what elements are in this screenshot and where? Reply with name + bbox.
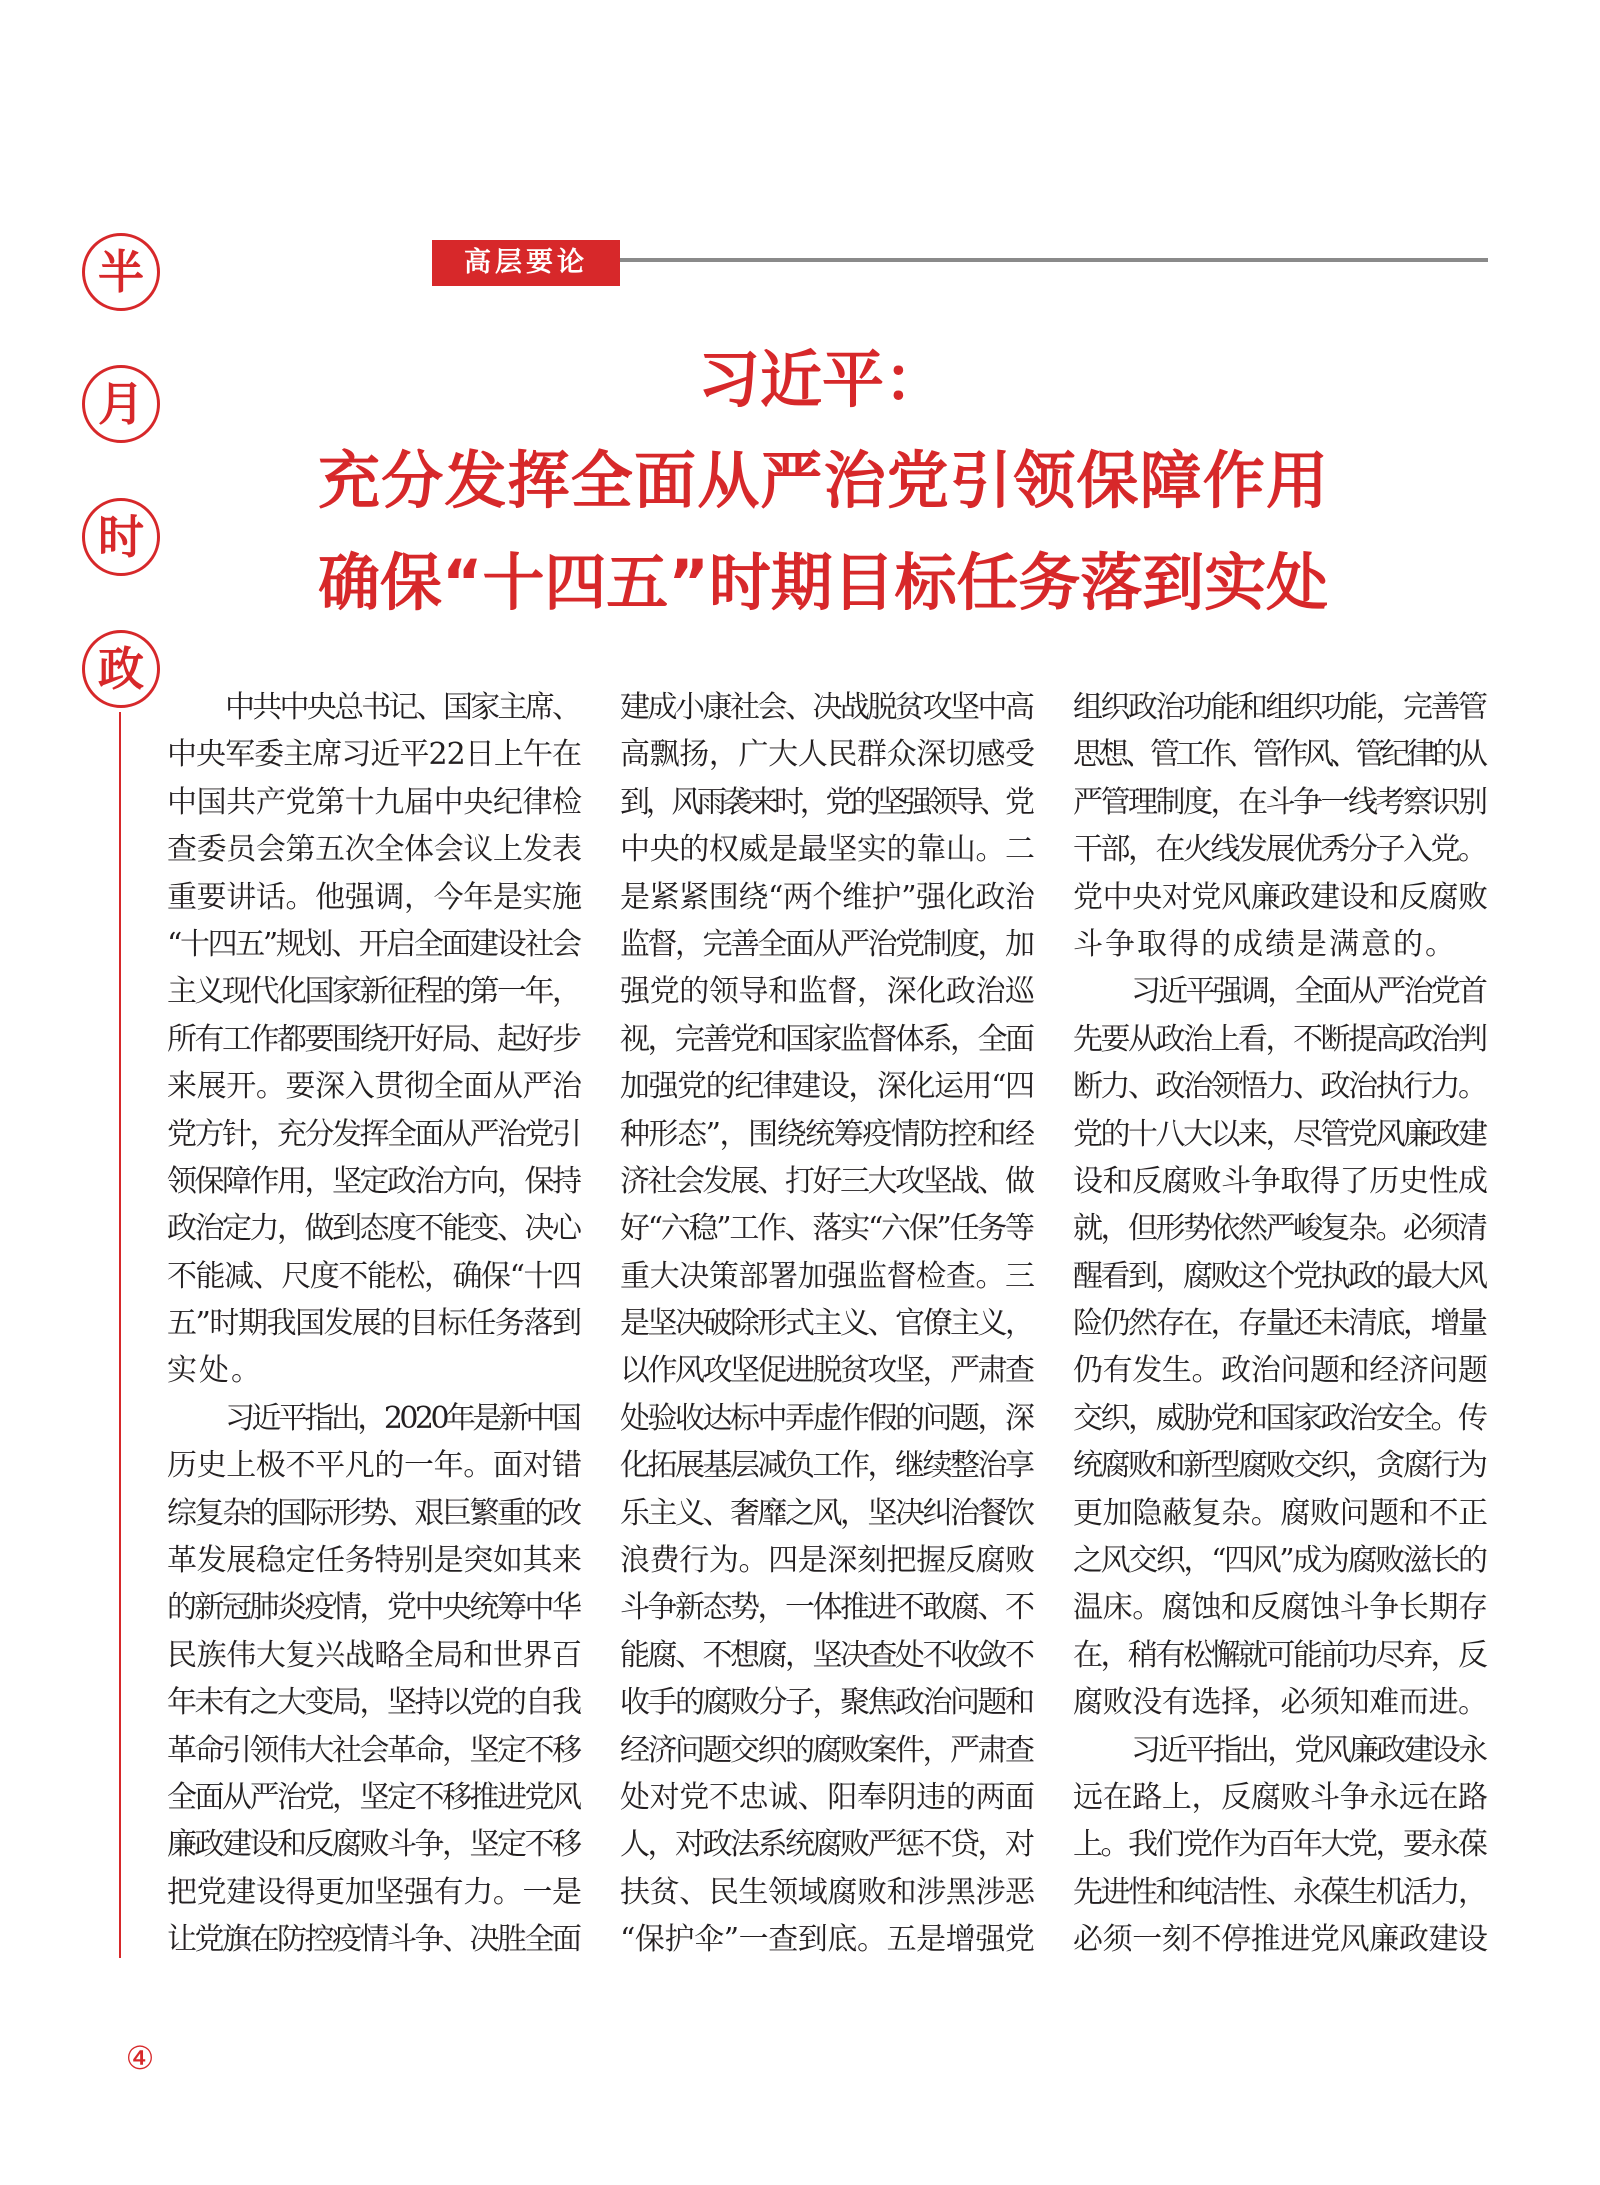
text-line: 把党建设得更加坚强有力。一是 xyxy=(167,1874,582,1910)
text-line: 中共中央总书记、国家主席、 xyxy=(225,690,580,725)
text-line: 化拓展基层减负工作，继续整治享 xyxy=(620,1448,1033,1484)
text-line: 设和反腐败斗争取得了历史性成 xyxy=(1073,1163,1488,1199)
text-line: 让党旗在防控疫情斗争、决胜全面 xyxy=(167,1922,580,1958)
text-line: 先进性和纯洁性、永葆生机活力， xyxy=(1073,1874,1486,1910)
text-line: 组织政治功能和组织功能，完善管 xyxy=(1073,690,1486,725)
text-line: 先要从政治上看，不断提高政治判 xyxy=(1073,1021,1486,1057)
text-line: 实处。 xyxy=(167,1353,263,1389)
text-line: “十四五”规划、开启全面建设社会 xyxy=(167,926,580,962)
text-line: 革发展稳定任务特别是突如其来 xyxy=(167,1543,582,1579)
banner-char-circle: 政 xyxy=(82,630,160,708)
text-line: 党的十八大以来，尽管党风廉政建 xyxy=(1073,1116,1486,1152)
headline-line-3: 确保“十四五”时期目标任务落到实处 xyxy=(318,546,1328,619)
body-column-3 xyxy=(1073,684,1488,1964)
text-line: 干部，在火线发展优秀分子入党。 xyxy=(1073,832,1486,868)
section-rule xyxy=(620,258,1488,262)
text-line: 收手的腐败分子，聚焦政治问题和 xyxy=(620,1685,1033,1721)
headline-line-1: 习近平： xyxy=(697,343,946,416)
text-line: 历史上极不平凡的一年。面对错 xyxy=(167,1448,582,1484)
text-line: 温床。腐蚀和反腐蚀斗争长期存 xyxy=(1073,1590,1488,1626)
text-line: 就，但形势依然严峻复杂。必须清 xyxy=(1073,1211,1486,1247)
text-line: 重大决策部署加强监督检查。三 xyxy=(620,1258,1035,1294)
text-line: 处对党不忠诚、阳奉阴违的两面 xyxy=(620,1779,1035,1815)
text-line: 处验收达标中弄虚作假的问题，深 xyxy=(620,1400,1033,1436)
text-line: 扶贫、民生领域腐败和涉黑涉恶 xyxy=(620,1874,1035,1910)
text-line: 重要讲话。他强调，今年是实施 xyxy=(167,879,582,915)
text-line: 主义现代化国家新征程的第一年， xyxy=(167,974,580,1010)
text-line: 建成小康社会、决战脱贫攻坚中高 xyxy=(620,690,1033,725)
text-line: 统腐败和新型腐败交织，贪腐行为 xyxy=(1073,1448,1486,1484)
text-line: 以作风攻坚促进脱贫攻坚，严肃查 xyxy=(620,1353,1033,1389)
text-line: 视，完善党和国家监督体系，全面 xyxy=(620,1021,1033,1057)
text-line: 斗争新态势，一体推进不敢腐、不 xyxy=(620,1590,1033,1626)
text-line: 腐败没有选择，必须知难而进。 xyxy=(1073,1685,1488,1721)
text-line: 好“六稳”工作、落实“六保”任务等 xyxy=(620,1211,1033,1247)
text-line: 中央的权威是最坚实的靠山。二 xyxy=(620,832,1035,868)
text-line: 仍有发生。政治问题和经济问题 xyxy=(1073,1353,1488,1389)
text-line: 在，稍有松懈就可能前功尽弃，反 xyxy=(1073,1637,1486,1673)
text-line: 经济问题交织的腐败案件，严肃查 xyxy=(620,1732,1033,1768)
text-line: 严管理制度，在斗争一线考察识别 xyxy=(1073,784,1486,820)
text-line: 乐主义、奢靡之风，坚决纠治餐饮 xyxy=(620,1495,1033,1531)
body-column-1 xyxy=(167,684,582,1964)
text-line: 人，对政法系统腐败严惩不贷，对 xyxy=(620,1827,1033,1863)
text-line: 监督，完善全面从严治党制度，加 xyxy=(620,926,1033,962)
text-line: 领保障作用，坚定政治方向，保持 xyxy=(167,1163,580,1199)
text-line: 廉政建设和反腐败斗争，坚定不移 xyxy=(167,1827,580,1863)
text-line: 所有工作都要围绕开好局、起好步 xyxy=(167,1021,580,1057)
side-vertical-rule xyxy=(119,712,121,1958)
text-line: 种形态”，围绕统筹疫情防控和经 xyxy=(620,1116,1034,1152)
text-line: “保护伞”一查到底。五是增强党 xyxy=(620,1922,1035,1958)
section-tag: 高层要论 xyxy=(432,240,620,286)
text-line: 断力、政治领悟力、政治执行力。 xyxy=(1073,1069,1486,1105)
text-line: 醒看到，腐败这个党执政的最大风 xyxy=(1073,1258,1486,1294)
text-line: 年未有之大变局，坚持以党的自我 xyxy=(167,1685,580,1721)
text-line: 来展开。要深入贯彻全面从严治 xyxy=(167,1069,582,1105)
text-line: 必须一刻不停推进党风廉政建设 xyxy=(1073,1922,1488,1958)
banner-char-circle: 月 xyxy=(82,365,160,443)
text-line: 的新冠肺炎疫情，党中央统筹中华 xyxy=(167,1590,580,1626)
text-line: 交织，威胁党和国家政治安全。传 xyxy=(1073,1400,1486,1436)
text-line: 习近平指出，党风廉政建设永 xyxy=(1131,1732,1486,1768)
text-line: 习近平强调，全面从严治党首 xyxy=(1131,974,1486,1010)
text-line: 浪费行为。四是深刻把握反腐败 xyxy=(620,1543,1035,1579)
banner-char-circle: 时 xyxy=(82,498,160,576)
text-line: 到，风雨袭来时，党的坚强领导、党 xyxy=(620,784,1031,820)
text-line: 政治定力，做到态度不能变、决心 xyxy=(167,1211,580,1247)
text-line: 是紧紧围绕“两个维护”强化政治 xyxy=(620,879,1035,915)
text-line: 能腐、不想腐，坚决查处不收敛不 xyxy=(620,1637,1033,1673)
text-line: 更加隐蔽复杂。腐败问题和不正 xyxy=(1073,1495,1488,1531)
text-line: 综复杂的国际形势、艰巨繁重的改 xyxy=(167,1495,580,1531)
text-line: 革命引领伟大社会革命，坚定不移 xyxy=(167,1732,580,1768)
text-line: 远在路上，反腐败斗争永远在路 xyxy=(1073,1779,1488,1815)
text-line: 民族伟大复兴战略全局和世界百 xyxy=(167,1637,582,1673)
text-line: 加强党的纪律建设，深化运用“四 xyxy=(620,1069,1034,1105)
text-line: 全面从严治党，坚定不移推进党风 xyxy=(167,1779,580,1815)
body-column-2 xyxy=(620,684,1035,1964)
text-line: 党方针，充分发挥全面从严治党引 xyxy=(167,1116,580,1152)
text-line: 思想、管工作、管作风、管纪律的从 xyxy=(1073,737,1484,773)
text-line: 之风交织，“四风”成为腐败滋长的 xyxy=(1073,1543,1486,1579)
page-number: ④ xyxy=(125,2039,155,2077)
text-line: 上。我们党作为百年大党，要永葆 xyxy=(1073,1827,1486,1863)
text-line: 高飘扬，广大人民群众深切感受 xyxy=(620,737,1035,773)
text-line: 党中央对党风廉政建设和反腐败 xyxy=(1073,879,1488,915)
text-line: 五”时期我国发展的目标任务落到 xyxy=(167,1306,581,1342)
text-line: 习近平指出，2020年是新中国 xyxy=(225,1400,579,1436)
text-line: 不能减、尺度不能松，确保“十四 xyxy=(167,1258,581,1294)
text-line: 查委员会第五次全体会议上发表 xyxy=(167,832,582,868)
text-line: 济社会发展、打好三大攻坚战、做 xyxy=(620,1163,1033,1199)
text-line: 是坚决破除形式主义、官僚主义， xyxy=(620,1306,1033,1342)
text-line: 险仍然存在，存量还未清底，增量 xyxy=(1073,1306,1486,1342)
headline-line-2: 充分发挥全面从严治党引领保障作用 xyxy=(318,444,1330,517)
text-line: 中国共产党第十九届中央纪律检 xyxy=(167,784,582,820)
text-line: 中央军委主席习近平22日上午在 xyxy=(167,737,582,773)
text-line: 斗争取得的成绩是满意的。 xyxy=(1073,926,1457,962)
banner-char-circle: 半 xyxy=(82,233,160,311)
text-line: 强党的领导和监督，深化政治巡 xyxy=(620,974,1035,1010)
